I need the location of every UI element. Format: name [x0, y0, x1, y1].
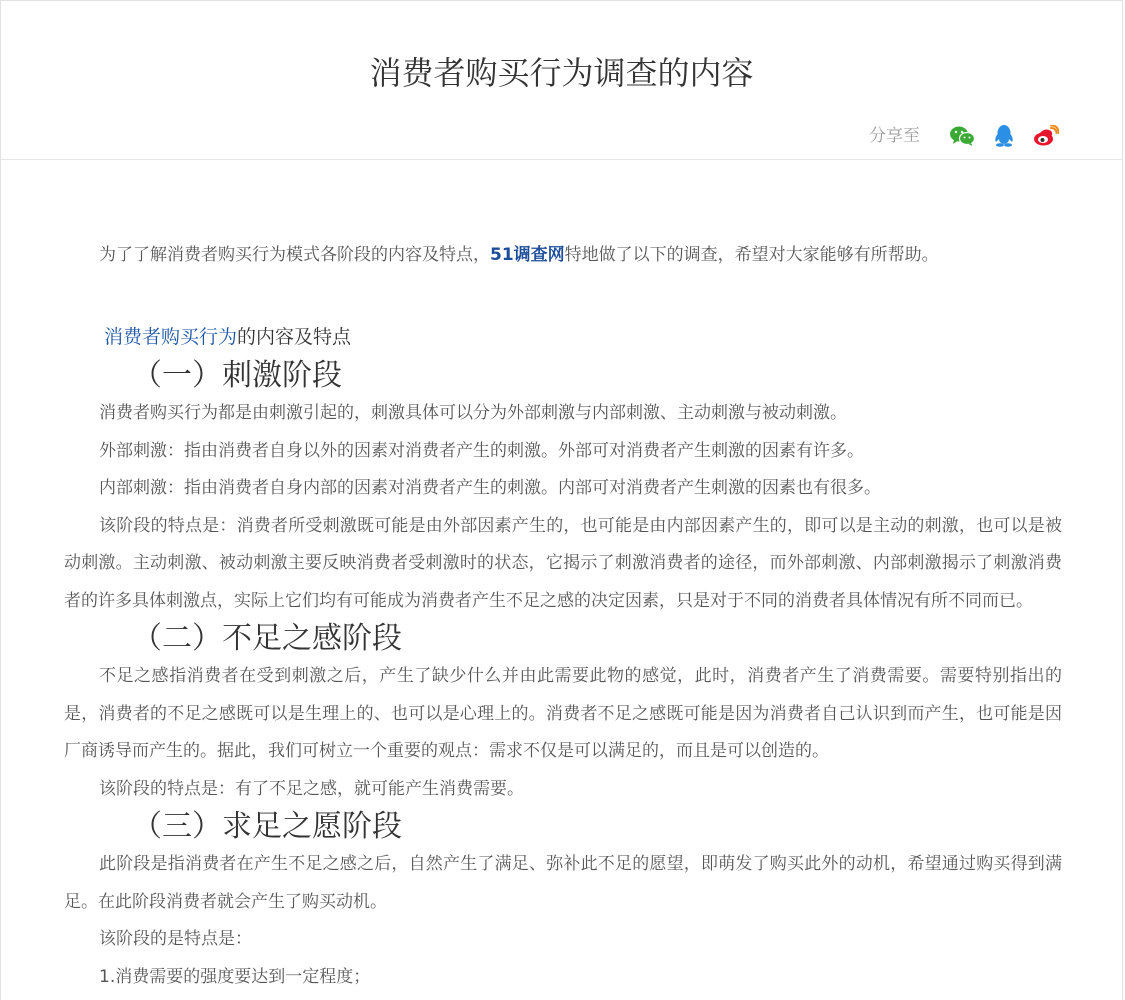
qq-icon[interactable] [990, 122, 1018, 150]
stage3-heading: （三）求足之愿阶段 [132, 809, 402, 844]
stage2-paragraph: 不足之感指消费者在受到刺激之后，产生了缺少什么并由此需要此物的感觉，此时，消费者产生了消费需要。需要特别指出的是，消费者的不足之感既可以是生理上的、也可以是心理上的。消费者不足之感既可能是因为消费者自己认识到而产生，也可能是因厂商诱导而产生的。据此，我们可树立一个重要的观点：需求不仅是可以满足的，而且是可以创造的。 [64, 666, 1062, 761]
stage3-paragraph: 1.消费需要的强度要达到一定程度； [99, 966, 371, 987]
intro-text-before: 为了了解消费者购买行为模式各阶段的内容及特点， [99, 245, 490, 265]
wechat-icon[interactable] [948, 122, 976, 150]
stage1-paragraph: 消费者购买行为都是由刺激引起的，刺激具体可以分为外部刺激与内部刺激、主动刺激与被动刺激。 [99, 403, 847, 423]
subtitle-link[interactable]: 消费者购买行为 [104, 326, 238, 348]
brand-link[interactable]: 51调查网 [490, 245, 565, 265]
stage2-heading: （二）不足之感阶段 [132, 621, 402, 656]
article-title: 消费者购买行为调查的内容 [369, 54, 754, 92]
stage2-paragraph: 该阶段的特点是：有了不足之感，就可能产生消费需要。 [99, 778, 524, 799]
stages [64, 357, 1062, 996]
weibo-icon[interactable] [1032, 122, 1060, 150]
share-label: 分享至 [869, 126, 920, 146]
stage3-paragraph: 此阶段是指消费者在产生不足之感之后，自然产生了满足、弥补此不足的愿望，即萌发了购买此外的动机，希望通过购买得到满足。在此阶段消费者就会产生了购买动机。 [64, 854, 1062, 912]
stage1-heading: （一）刺激阶段 [132, 358, 342, 393]
section-subtitle [104, 323, 351, 351]
stage3-paragraph: 该阶段的是特点是： [99, 929, 252, 949]
stage1-paragraph: 该阶段的特点是：消费者所受刺激既可能是由外部因素产生的，也可能是由内部因素产生的，即可以是主动的刺激，也可以是被动刺激。主动刺激、被动刺激主要反映消费者受刺激时的状态，它揭示了刺激消费者的途径，而外部刺激、内部刺激揭示了刺激消费者的许多具体刺激点，实际上它们均有可能成为消费者产生不足之感的决定因素，只是对于不同的消费者具体情况有所不同而已。 [64, 515, 1062, 611]
stage1-paragraph: 内部刺激：指由消费者自身内部的因素对消费者产生的刺激。内部可对消费者产生刺激的因素也有很多。 [99, 478, 881, 498]
article-header [1, 1, 1122, 160]
intro-text-after: 特地做了以下的调查，希望对大家能够有所帮助。 [564, 245, 939, 265]
share-bar [869, 121, 1060, 151]
subtitle-rest: 的内容及特点 [237, 326, 352, 348]
stage1-paragraph: 外部刺激：指由消费者自身以外的因素对消费者产生的刺激。外部可对消费者产生刺激的因素有许多。 [99, 440, 864, 461]
intro-paragraph [99, 241, 939, 269]
